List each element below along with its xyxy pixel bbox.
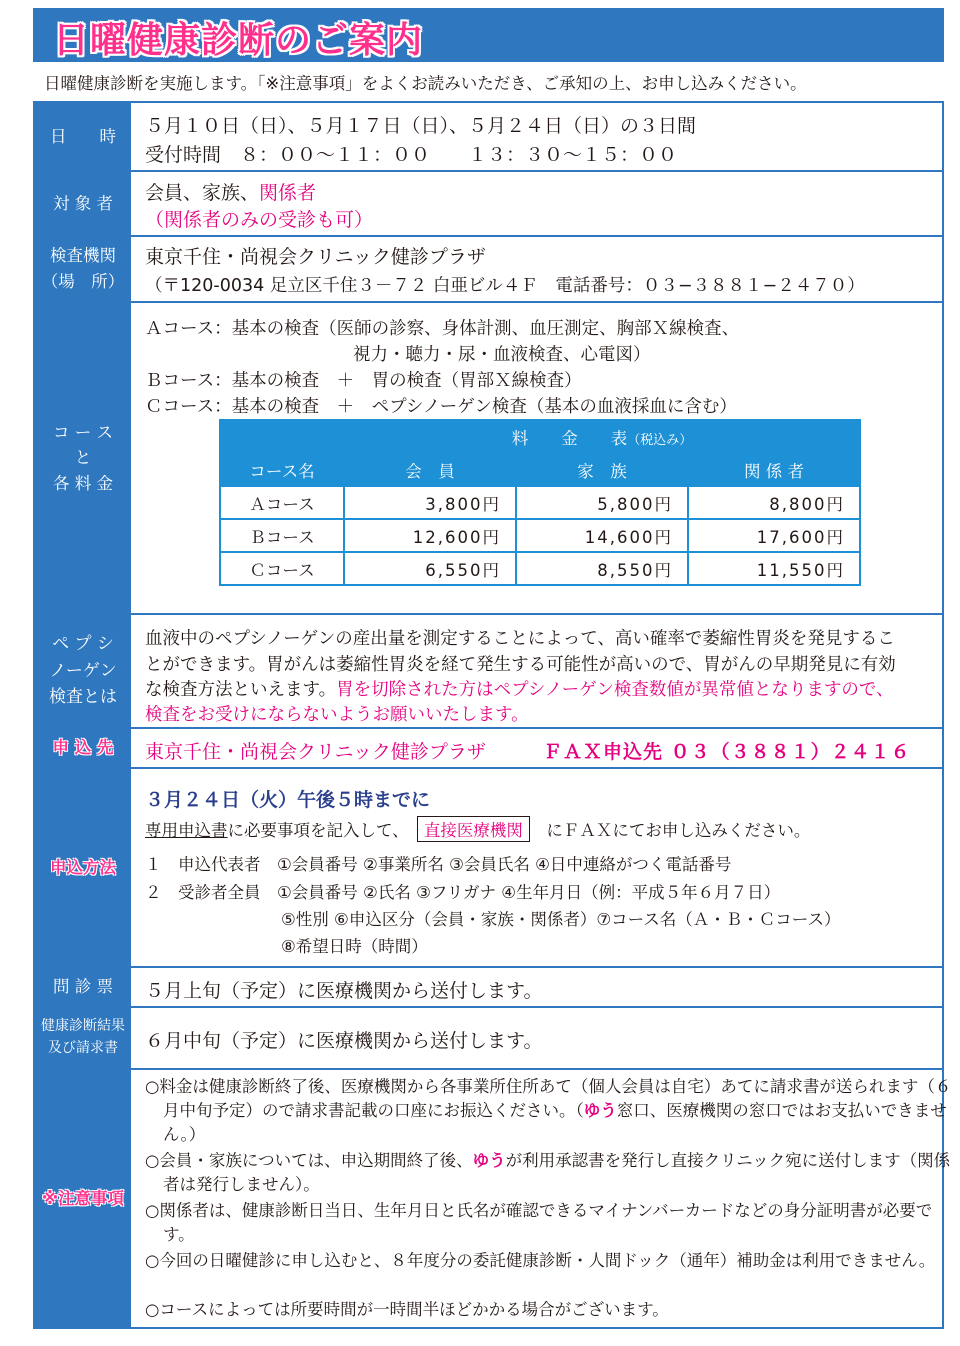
schedule-dates: ５月１０日（日）、５月１７日（日）、５月２４日（日）の３日間 <box>145 115 697 137</box>
results-label <box>35 1008 131 1068</box>
note-2 <box>145 1149 953 1197</box>
apply-to-row <box>35 729 942 769</box>
target-content <box>135 172 942 235</box>
apply-method-row <box>35 769 942 968</box>
course-c: Ｃコース：基本の検査 ＋ ペプシノーゲン検査（基本の血液採血に含む） <box>145 397 737 417</box>
courses-label-1: コ ー ス <box>53 422 113 442</box>
notes-content <box>135 1070 952 1327</box>
fee-header-course: コース名 <box>220 453 344 486</box>
notes-row <box>35 1070 952 1327</box>
target-label-text: 対 象 者 <box>53 193 113 213</box>
fee-family: 8,550円 <box>516 552 688 585</box>
questionnaire-label-text: 問 診 票 <box>53 977 113 997</box>
fee-member: 6,550円 <box>344 552 516 585</box>
fee-header-family: 家 族 <box>516 453 688 486</box>
fee-table-corner <box>220 420 344 453</box>
fee-table <box>219 419 861 586</box>
pepsinogen-label <box>35 615 131 727</box>
note-4: ○今回の日曜健診に申し込むと、８年度分の委託健康診断・人間ドック（通年）補助金は利用できません。 <box>145 1251 936 1270</box>
fee-title-note: （税込み） <box>627 432 693 448</box>
pepsinogen-line4: 検査をお受けにならないようお願いいたします。 <box>145 705 529 725</box>
apply-instr-mid: に必要事項を記入して、 <box>227 821 401 840</box>
questionnaire-row <box>35 968 942 1008</box>
results-content <box>135 1008 942 1068</box>
course-b: Ｂコース：基本の検査 ＋ 胃の検査（胃部Ｘ線検査） <box>145 371 582 391</box>
courses-label-3: 各 料 金 <box>53 473 113 493</box>
target-label <box>35 172 131 235</box>
schedule-hours: 受付時間 ８：００～１１：００ １３：３０～１５：００ <box>145 144 678 166</box>
questionnaire-content <box>135 968 942 1006</box>
fee-course-name: Ｂコース <box>220 519 344 552</box>
apply-method-label-text: 申込方法 <box>50 857 116 877</box>
note-3: ○関係者は、健康診断日当日、生年月日と氏名が確認できるマイナンバーカードなどの身分証明書が必要です。 <box>145 1201 933 1244</box>
results-text: ６月中旬（予定）に医療機関から送付します。 <box>145 1030 543 1052</box>
pepsinogen-warning: 胃を切除された方はペプシノーゲン検査数値が異常値となりますので、 <box>336 680 894 700</box>
fee-course-name: Ｃコース <box>220 552 344 585</box>
apply-method-label <box>35 769 131 966</box>
target-related: 関係者 <box>259 182 317 204</box>
info-table <box>33 101 952 1329</box>
apply-item2: ２ 受診者全員 ①会員番号 ②氏名 ③フリガナ ④生年月日（例：平成５年６月７日） <box>145 883 781 902</box>
venue-content <box>135 237 942 301</box>
pepsinogen-line3a: な検査方法といえます。 <box>145 680 337 700</box>
fee-title-text: 料 金 表 <box>511 428 628 448</box>
header-bar <box>33 8 944 62</box>
note-2a: ○会員・家族については、申込期間終了後、 <box>145 1151 473 1170</box>
course-a-line1: Ａコース：基本の検査（医師の診察、身体計測、血圧測定、胸部Ｘ線検査、 <box>145 319 740 339</box>
fee-row-a <box>220 486 860 519</box>
apply-item2c: ⑧希望日時（時間） <box>281 937 428 956</box>
fee-row-b <box>220 519 860 552</box>
pepsinogen-line3 <box>145 676 893 701</box>
apply-to-clinic: 東京千住・尚視会クリニック健診プラザ <box>145 741 486 763</box>
pepsinogen-label-2: ノーゲン <box>49 660 117 681</box>
schedule-row <box>35 103 942 172</box>
target-row <box>35 172 942 237</box>
venue-label <box>35 237 131 301</box>
venue-row <box>35 237 942 303</box>
courses-label <box>35 303 131 613</box>
questionnaire-text: ５月上旬（予定）に医療機関から送付します。 <box>145 980 543 1002</box>
apply-instr-end: にＦＡＸにてお申し込みください。 <box>546 821 811 840</box>
fee-family: 14,600円 <box>516 519 688 552</box>
note-1a: ○料金は健康診断終了後、医療機関から各事業所住所あて（個人会員は自宅）あてに請求書が送られます（６月中旬予定）ので請求書記載の口座にお振込ください。（ <box>145 1077 952 1120</box>
pepsinogen-line1: 血液中のペプシノーゲンの産出量を測定することによって、高い確率で萎縮性胃炎を発見するこ <box>145 629 895 649</box>
fee-header-related: 関 係 者 <box>688 453 860 486</box>
venue-label-2: （場 所） <box>41 272 125 291</box>
results-label-1: 健康診断結果 <box>41 1018 125 1035</box>
notes-label-text: ※注意事項 <box>41 1188 125 1208</box>
venue-label-1: 検査機関 <box>50 246 116 266</box>
fee-member: 3,800円 <box>344 486 516 519</box>
pepsinogen-label-1: ペ プ シ <box>52 634 114 655</box>
page-title: 日曜健康診断のご案内 <box>53 20 424 61</box>
fee-member: 12,600円 <box>344 519 516 552</box>
note-1 <box>145 1075 953 1147</box>
apply-to-content <box>135 729 942 767</box>
venue-name: 東京千住・尚視会クリニック健診プラザ <box>145 246 486 268</box>
schedule-label-text: 日 時 <box>50 126 116 146</box>
questionnaire-label <box>35 968 131 1006</box>
fee-row-c <box>220 552 860 585</box>
fee-related: 11,550円 <box>688 552 860 585</box>
pepsinogen-label-3: 検査とは <box>49 687 117 708</box>
apply-item2b: ⑤性別 ⑥申込区分（会員・家族・関係者）⑦コース名（Ａ・Ｂ・Ｃコース） <box>281 910 841 929</box>
fee-course-name: Ａコース <box>220 486 344 519</box>
target-line1 <box>145 178 316 205</box>
results-row <box>35 1008 942 1070</box>
target-members: 会員、家族、 <box>145 182 260 204</box>
apply-to-label <box>35 729 131 767</box>
results-label-2: 及び請求書 <box>48 1040 118 1056</box>
fee-table-title <box>344 420 860 453</box>
yu-logo: ゆう <box>583 1101 617 1120</box>
pepsinogen-row <box>35 615 942 729</box>
direct-clinic-box: 直接医療機関 <box>417 816 530 842</box>
yu-logo: ゆう <box>472 1151 506 1170</box>
schedule-content <box>135 103 942 170</box>
courses-row <box>35 303 942 615</box>
note-1b: 窓口、医療機関の窓口ではお支払いできません。） <box>163 1101 947 1144</box>
courses-label-2: と <box>74 448 92 468</box>
apply-method-content <box>135 769 942 966</box>
apply-to-label-text: 申 込 先 <box>52 738 114 758</box>
target-note: （関係者のみの受診も可） <box>145 209 374 231</box>
apply-item1: １ 申込代表者 ①会員番号 ②事業所名 ③会員氏名 ④日中連絡がつく電話番号 <box>145 855 732 874</box>
course-a-line2: 視力・聴力・尿・血液検査、心電図） <box>353 345 651 365</box>
apply-deadline: ３月２４日（火）午後５時までに <box>145 789 431 811</box>
apply-instructions <box>145 816 810 842</box>
schedule-label <box>35 103 131 170</box>
venue-address: （〒120-0034 足立区千住３－７２ 白亜ビル４Ｆ 電話番号：０３−３８８１−２４７０） <box>145 276 865 296</box>
fee-header-member: 会 員 <box>344 453 516 486</box>
courses-content <box>135 303 942 613</box>
notes-label <box>35 1070 131 1327</box>
fee-family: 5,800円 <box>516 486 688 519</box>
pepsinogen-content <box>135 615 942 727</box>
fee-related: 8,800円 <box>688 486 860 519</box>
application-form-link: 専用申込書 <box>145 821 228 840</box>
intro-text: 日曜健康診断を実施します。「※注意事項」をよくお読みいただき、ご承知の上、お申し込みください。 <box>44 74 807 93</box>
note-2b: が利用承認書を発行し直接クリニック宛に送付します（関係者は発行しません）。 <box>163 1151 951 1194</box>
fee-related: 17,600円 <box>688 519 860 552</box>
pepsinogen-line2: とができます。胃がんは萎縮性胃炎を経て発生する可能性が高いので、胃がんの早期発見に有効 <box>145 655 896 675</box>
note-5: ○コースによっては所要時間が一時間半ほどかかる場合がございます。 <box>145 1300 669 1319</box>
apply-to-fax: ＦＡＸ申込先 ０３（３８８１）２４１６ <box>543 741 911 763</box>
